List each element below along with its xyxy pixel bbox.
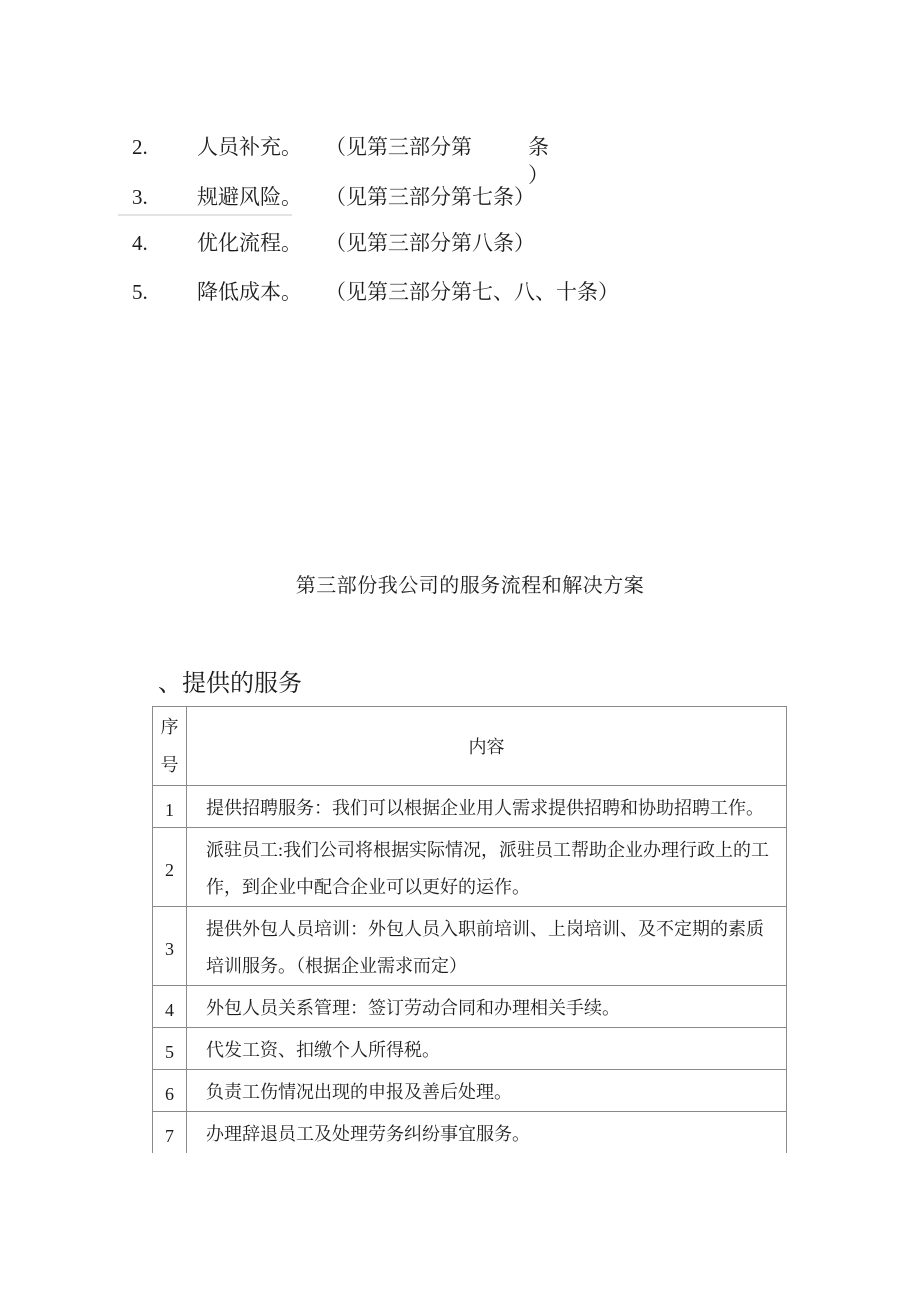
- list-item-number: 4.: [132, 231, 148, 255]
- services-table: [152, 706, 786, 1153]
- row-content-cell: 代发工资、扣缴个人所得税。: [187, 1028, 787, 1070]
- list-item-number: 2.: [132, 135, 148, 159]
- table-row: [153, 1070, 787, 1112]
- list-item: [132, 184, 535, 210]
- list-item-reference: [325, 134, 549, 160]
- row-number-cell: 5: [153, 1028, 187, 1070]
- part3-heading: 第三部份我公司的服务流程和解决方案: [295, 575, 645, 597]
- row-number-cell: 2: [153, 828, 187, 907]
- row-content-cell: 提供招聘服务：我们可以根据企业用人需求提供招聘和协助招聘工作。: [187, 786, 787, 828]
- services-heading: 、提供的服务: [158, 671, 302, 697]
- row-content-cell: 办理辞退员工及处理劳务纠纷事宜服务。: [187, 1112, 787, 1154]
- list-item: [132, 279, 619, 305]
- table-row: [153, 907, 787, 986]
- reference-close-paren: ）: [528, 163, 549, 187]
- reference-suffix: 条: [528, 135, 549, 159]
- scan-artifact-line: [118, 214, 292, 216]
- table-row: [153, 786, 787, 828]
- row-number-cell: 3: [153, 907, 187, 986]
- list-item-number: 5.: [132, 280, 148, 304]
- table-header-row: [153, 707, 787, 786]
- reference-prefix: （见第三部分第: [325, 135, 472, 159]
- list-item-reference: （见第三部分第七、八、十条）: [325, 280, 619, 304]
- table-header-content: 内容: [187, 707, 787, 786]
- list-item: [132, 230, 535, 256]
- row-number-cell: 6: [153, 1070, 187, 1112]
- table-row: [153, 1112, 787, 1154]
- row-number-cell: 1: [153, 786, 187, 828]
- list-item-number: 3.: [132, 185, 148, 209]
- row-number-cell: 7: [153, 1112, 187, 1154]
- table-row: [153, 828, 787, 907]
- list-item-label: 人员补充。: [197, 135, 302, 159]
- table-header-no: 序号: [153, 707, 187, 786]
- list-item: [132, 134, 549, 160]
- row-number-cell: 4: [153, 986, 187, 1028]
- row-content-cell: 派驻员工:我们公司将根据实际情况，派驻员工帮助企业办理行政上的工作，到企业中配合企业可以更好的运作。: [187, 828, 787, 907]
- row-content-cell: 提供外包人员培训：外包人员入职前培训、上岗培训、及不定期的素质培训服务。（根据企业需求而定）: [187, 907, 787, 986]
- list-item-reference: （见第三部分第七条）: [325, 185, 535, 209]
- table-row: [153, 1028, 787, 1070]
- row-content-cell: 外包人员关系管理：签订劳动合同和办理相关手续。: [187, 986, 787, 1028]
- list-item-reference: （见第三部分第八条）: [325, 231, 535, 255]
- list-item-label: 规避风险。: [197, 185, 302, 209]
- list-item-label: 优化流程。: [197, 231, 302, 255]
- row-content-cell: 负责工伤情况出现的申报及善后处理。: [187, 1070, 787, 1112]
- list-item-label: 降低成本。: [197, 280, 302, 304]
- table-row: [153, 986, 787, 1028]
